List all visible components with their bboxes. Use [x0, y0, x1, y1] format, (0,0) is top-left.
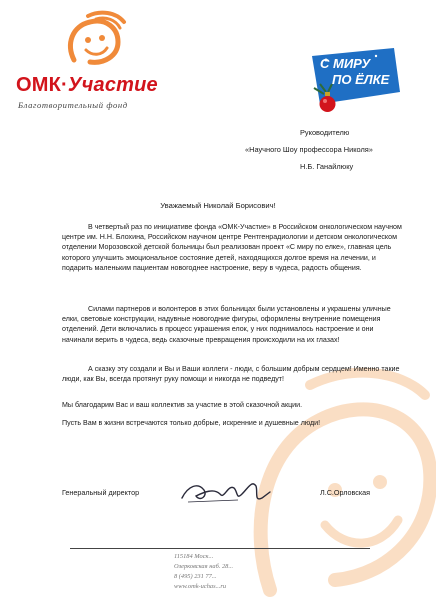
letter-paragraph-4: Мы благодарим Вас и ваш коллектив за участие в этой сказочной акции. — [62, 401, 303, 409]
badge-line1: С МИРУ — [320, 56, 371, 71]
addressee-line3: Н.Б. Ганайлюку — [300, 162, 354, 171]
smile-logo-icon — [60, 10, 130, 70]
footer-phone: 8 (495) 231 77... — [174, 573, 217, 580]
foundation-name — [16, 74, 158, 97]
christmas-ornament-icon — [312, 82, 346, 116]
footer-website: www.omk-uchas...ru — [174, 583, 227, 590]
footer-address-line2: Озерковская наб. 28... — [174, 563, 234, 570]
foundation-subtitle: Благотворительный фонд — [18, 100, 128, 110]
letter-salutation: Уважаемый Николай Борисович! — [160, 201, 276, 210]
addressee-line1: Руководителю — [300, 128, 350, 137]
signatory-role: Генеральный директор — [62, 488, 140, 497]
signatory-name: Л.С.Орловская — [320, 488, 371, 497]
footer-address-line1: 115184 Моск... — [174, 553, 214, 560]
logo-omk-text: ОМК — [16, 74, 62, 96]
letter-paragraph-2: Силами партнеров и волонтеров в этих больницах были установлены и украшены уличные елки, световые конструкции, надувные новогодние фигуры, оформлены внутренние помещения отделений. Дети включались в процесс украшения елок, у них поднималось настроение и они начинали верить в чудеса, ведь сказочные превращения происходили на их глазах! — [62, 305, 391, 344]
footer-divider — [70, 548, 370, 549]
letter-paragraph-5: Пусть Вам в жизни встречаются только добрые, искренние и душевные люди! — [62, 419, 321, 427]
letter-paragraph-3: А сказку эту создали и Вы и Ваши коллеги - люди, с большим добрым сердцем! Именно такие люди, как Вы, всегда протянут руку помощи и никогда не подведут! — [62, 365, 400, 384]
handwritten-signature-icon — [178, 476, 274, 508]
letter-paragraph-1: В четвертый раз по инициативе фонда «ОМК-Участие» в Российском онкологическом научном центре им. Н.Н. Блохина, Российском научном центре Рентгенрадиологии и детском онкологическом отделении Морозовской детской больницы был реализован проект «С миру по елке», главная цель которого улучшить эмоциональное состояние детей, находящихся долгое время на лечении, и подарить маленьким пациентам новогоднее настроение, веру в чудеса, радость общения. — [62, 223, 402, 272]
badge-line2: ПО ЁЛКЕ — [332, 72, 390, 87]
logo-dot-text: · — [61, 74, 68, 96]
addressee-line2: «Научного Шоу профессора Николя» — [245, 145, 373, 154]
foundation-logo — [8, 10, 173, 110]
logo-uchastie-text: Участие — [67, 74, 158, 96]
